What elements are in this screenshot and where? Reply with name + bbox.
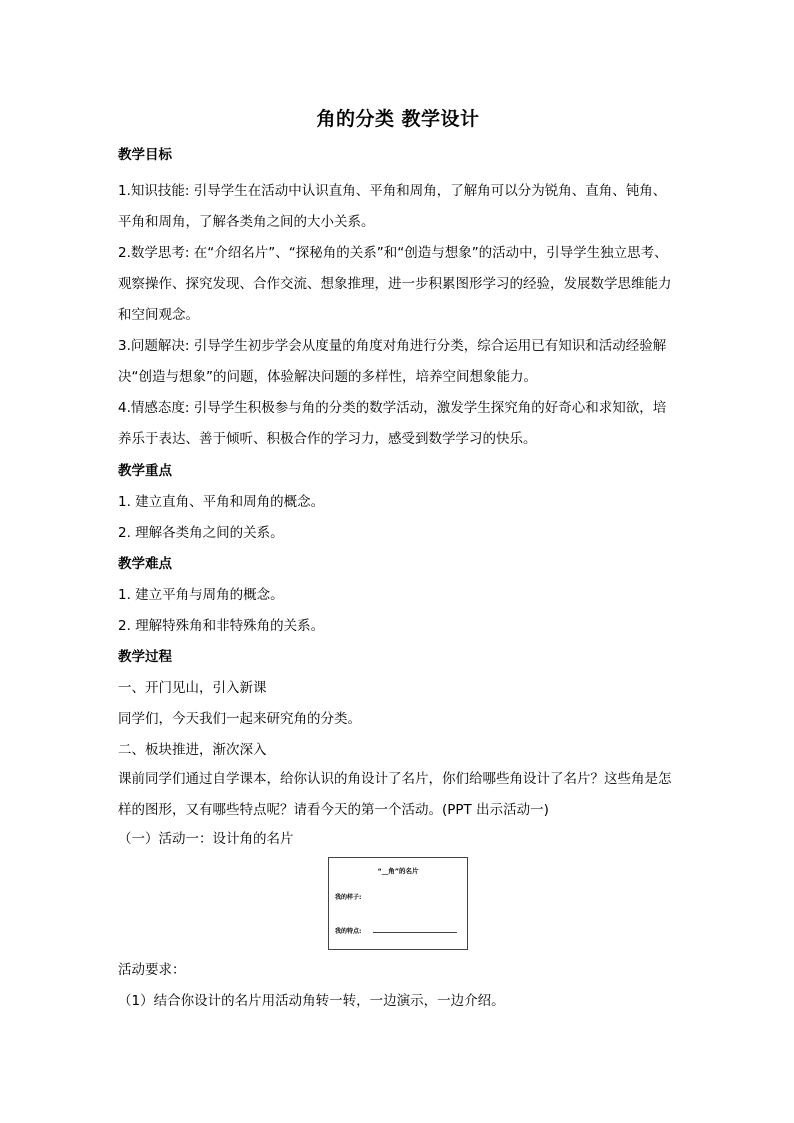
requirements-heading: 活动要求： <box>118 962 186 978</box>
document-title: 角的分类 教学设计 <box>316 108 480 130</box>
goal-item-3: 3.问题解决: 引导学生初步学会从度量的角度对角进行分类，综合运用已有知识和活动经验解决“创造与想象”的问题，体验解决问题的多样性，培养空间想象能力。 <box>118 338 667 385</box>
key-points-heading: 教学重点 <box>118 463 172 479</box>
intro-line: 同学们，今天我们一起来研究角的分类。 <box>118 711 361 727</box>
goal-item-2: 2.数学思考: 在“介绍名片”、“探秘角的关系”和“创造与想象”的活动中，引导学生独立思考、观察操作、探究发现、合作交流、想象推理，进一步积累图形学习的经验，发展数学思维能力和空间观念。 <box>118 245 672 323</box>
document-page <box>118 104 678 1022</box>
difficulty-item-2: 2. 理解特殊角和非特殊角的关系。 <box>118 618 325 634</box>
card-feature-label: 我的特点: <box>335 928 362 935</box>
process-heading: 教学过程 <box>118 649 172 665</box>
goal-item-4: 4.情感态度: 引导学生积极参与角的分类的数学活动，激发学生探究角的好奇心和求知欲，培养乐于表达、善于倾听、积极合作的学习力，感受到数学学习的快乐。 <box>118 400 667 447</box>
goal-item-1: 1.知识技能: 引导学生在活动中认识直角、平角和周角，了解角可以分为锐角、直角、钝角、平角和周角，了解各类角之间的大小关系。 <box>118 183 667 230</box>
activity-intro-paragraph: 课前同学们通过自学课本，给你认识的角设计了名片，你们给哪些角设计了名片？这些角是怎样的图形，又有哪些特点呢？请看今天的第一个活动。(PPT 出示活动一) <box>118 771 672 818</box>
section-2-heading: 二、板块推进，渐次深入 <box>118 742 267 758</box>
key-point-item-1: 1. 建立直角、平角和周角的概念。 <box>118 494 325 510</box>
card-feature-blank-line <box>373 932 457 933</box>
card-title: “__角”的名片 <box>377 867 419 875</box>
activity-1-heading: （一）活动一：设计角的名片 <box>118 831 294 847</box>
section-1-heading: 一、开门见山，引入新课 <box>118 680 267 696</box>
difficulty-item-1: 1. 建立平角与周角的概念。 <box>118 587 284 603</box>
requirement-item-1: （1）结合你设计的名片用活动角转一转，一边演示，一边介绍。 <box>118 993 505 1009</box>
difficulties-heading: 教学难点 <box>118 556 172 572</box>
key-point-item-2: 2. 理解各类角之间的关系。 <box>118 525 284 541</box>
card-look-label: 我的样子: <box>335 894 362 901</box>
goals-heading: 教学目标 <box>118 147 172 163</box>
name-card-illustration <box>328 857 468 950</box>
